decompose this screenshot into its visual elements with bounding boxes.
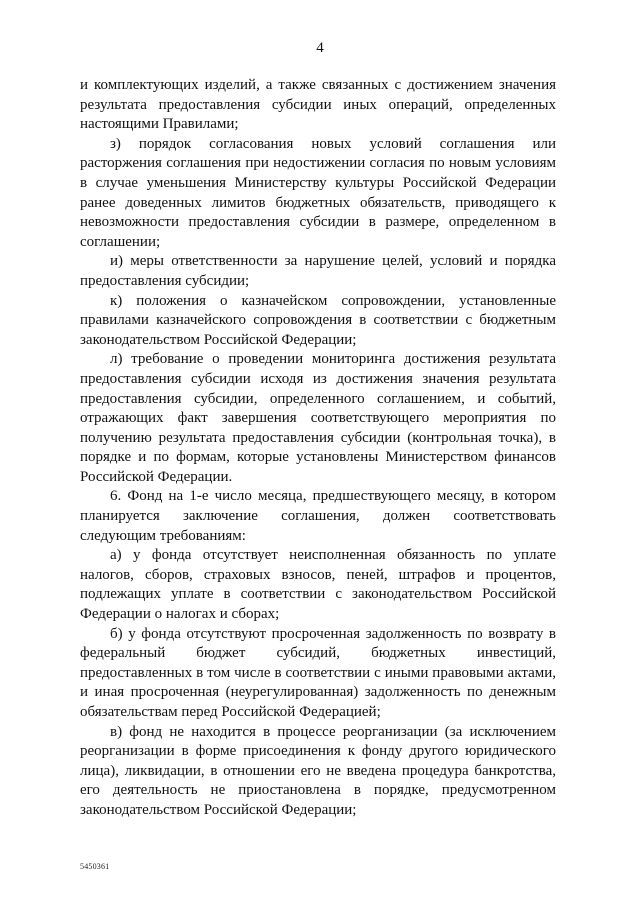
paragraph-item-v: в) фонд не находится в процессе реорганизации (за исключением реорганизации в форме присоединения к фонду другого юридического лица), ликвидации, в отношении его не введена процедура банкротства, его деятельность не приостановлена в порядке, предусмотренном законодательством Российской Федерации; <box>80 723 556 818</box>
paragraph-continuation: и комплектующих изделий, а также связанных с достижением значения результата предоставления субсидии иных операций, определенных настоящими Правилами; <box>80 77 556 133</box>
document-code: 5450361 <box>80 862 110 871</box>
paragraph-item-z: з) порядок согласования новых условий соглашения или расторжения соглашения при недостижении согласия по новым условиям в случае уменьшения Министерству культуры Российской Федерации ранее доведенных лимитов бюджетных обязательств, приводящего к невозможности предоставления субсидии в размере, определенном в соглашении; <box>80 135 556 250</box>
paragraph-item-k: к) положения о казначейском сопровождении, установленные правилами казначейского сопровождения в соответствии с бюджетным законодательством Российской Федерации; <box>80 292 556 348</box>
page-number: 4 <box>316 40 324 56</box>
paragraph-item-b: б) у фонда отсутствуют просроченная задолженность по возврату в федеральный бюджет субсидий, бюджетных инвестиций, предоставленных в том числе в соответствии с иными правовыми актами, и иная просроченная (неурегулированная) задолженность по денежным обязательствам перед Российской Федерацией; <box>80 625 556 720</box>
paragraph-item-i: и) меры ответственности за нарушение целей, условий и порядка предоставления субсидии; <box>80 253 556 289</box>
paragraph-clause-6: 6. Фонд на 1-е число месяца, предшествующего месяцу, в котором планируется заключение соглашения, должен соответствовать следующим требованиям: <box>80 488 556 544</box>
document-body <box>80 76 556 821</box>
paragraph-item-a: а) у фонда отсутствует неисполненная обязанность по уплате налогов, сборов, страховых взносов, пеней, штрафов и процентов, подлежащих уплате в соответствии с законодательством Российской Федерации о налогах и сборах; <box>80 547 556 623</box>
paragraph-item-l: л) требование о проведении мониторинга достижения результата предоставления субсидии исходя из достижения значения результата предоставления субсидии, определенного соглашением, и событий, отражающих факт завершения соответствующего мероприятия по получению результата предоставления субсидии (контрольная точка), в порядке и по формам, которые установлены Министерством финансов Российской Федерации. <box>80 351 556 485</box>
